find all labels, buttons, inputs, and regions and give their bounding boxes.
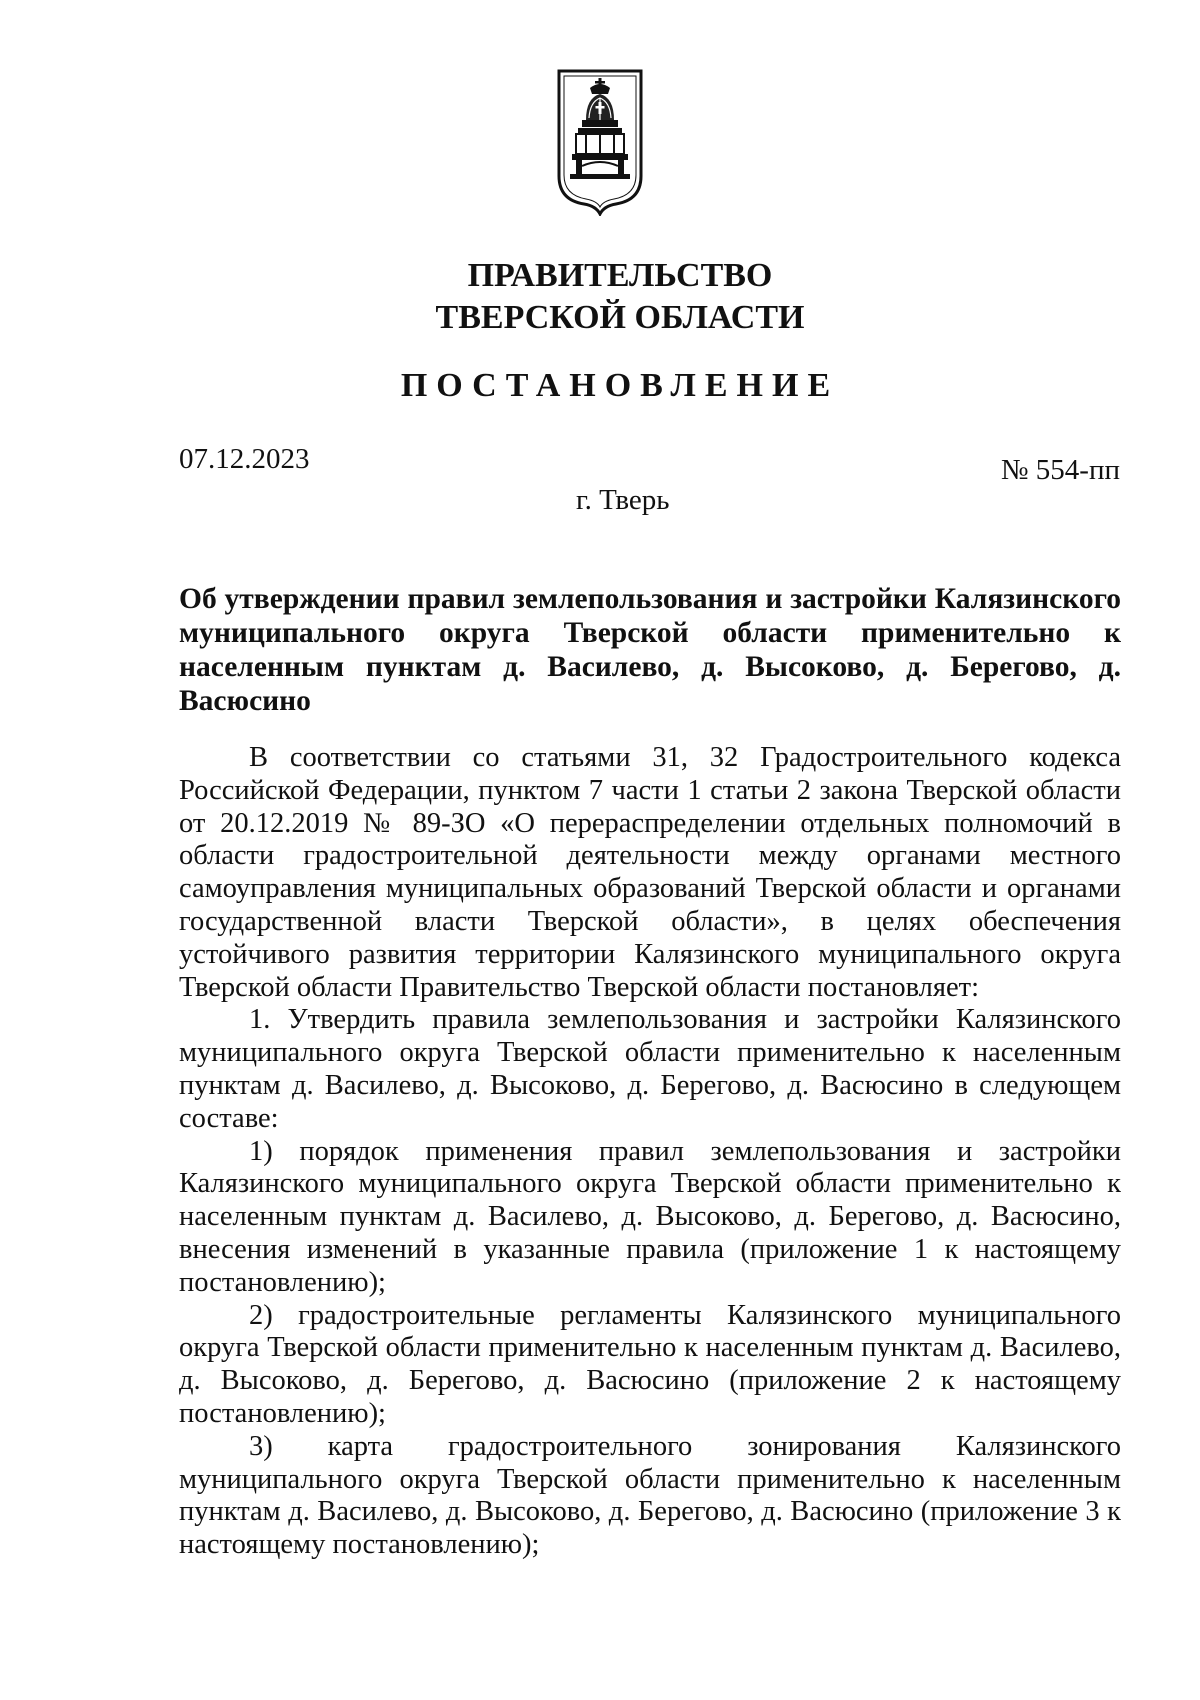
- organization-title-line-1: ПРАВИТЕЛЬСТВО: [467, 257, 773, 294]
- document-type-heading: ПОСТАНОВЛЕНИЕ: [400, 367, 840, 404]
- body-paragraph: 1. Утвердить правила землепользования и застройки Калязинского муниципального округа Тверской области применительно к населенным пунктам д. Василево, д. Высоково, д. Берегово, д. Васюсино в следующем составе:: [179, 1004, 1121, 1134]
- document-subject: Об утверждении правил землепользования и застройки Калязинского муниципального округа Тверской области применительно к населенным пунктам д. Василево, д. Высоково, д. Берегово, д. Васюсино: [179, 583, 1121, 717]
- body-paragraph: В соответствии со статьями 31, 32 Градостроительного кодекса Российской Федерации, пунктом 7 части 1 статьи 2 закона Тверской области от 20.12.2019 № 89-ЗО «О перераспределении отдельных полномочий в области градостроительной деятельности между органами местного самоуправления муниципальных образований Тверской области и органами государственной власти Тверской области», в целях обеспечения устойчивого развития территории Калязинского муниципального округа Тверской области Правительство Тверской области постановляет:: [179, 742, 1121, 1003]
- document-number: № 554-пп: [1000, 454, 1120, 486]
- organization-title: [0, 255, 1200, 339]
- document-city: г. Тверь: [576, 484, 670, 516]
- tver-oblast-coat-of-arms-icon: [556, 68, 644, 216]
- document-body: [179, 742, 1121, 1562]
- body-paragraph: 1) порядок применения правил землепользования и застройки Калязинского муниципального округа Тверской области применительно к населенным пунктам д. Василево, д. Высоково, д. Берегово, д. Васюсино, внесения изменений в указанные правила (приложение 1 к настоящему постановлению);: [179, 1135, 1121, 1298]
- document-date: 07.12.2023: [179, 443, 310, 475]
- body-paragraph: 3) карта градостроительного зонирования Калязинского муниципального округа Тверской области применительно к населенным пунктам д. Василево, д. Высоково, д. Берегово, д. Васюсино (приложение 3 к настоящему постановлению);: [179, 1430, 1121, 1561]
- body-paragraph: 2) градостроительные регламенты Калязинского муниципального округа Тверской области применительно к населенным пунктам д. Василево, д. Высоково, д. Берегово, д. Васюсино (приложение 2 к настоящему постановлению);: [179, 1299, 1121, 1429]
- organization-title-line-2: ТВЕРСКОЙ ОБЛАСТИ: [435, 299, 805, 336]
